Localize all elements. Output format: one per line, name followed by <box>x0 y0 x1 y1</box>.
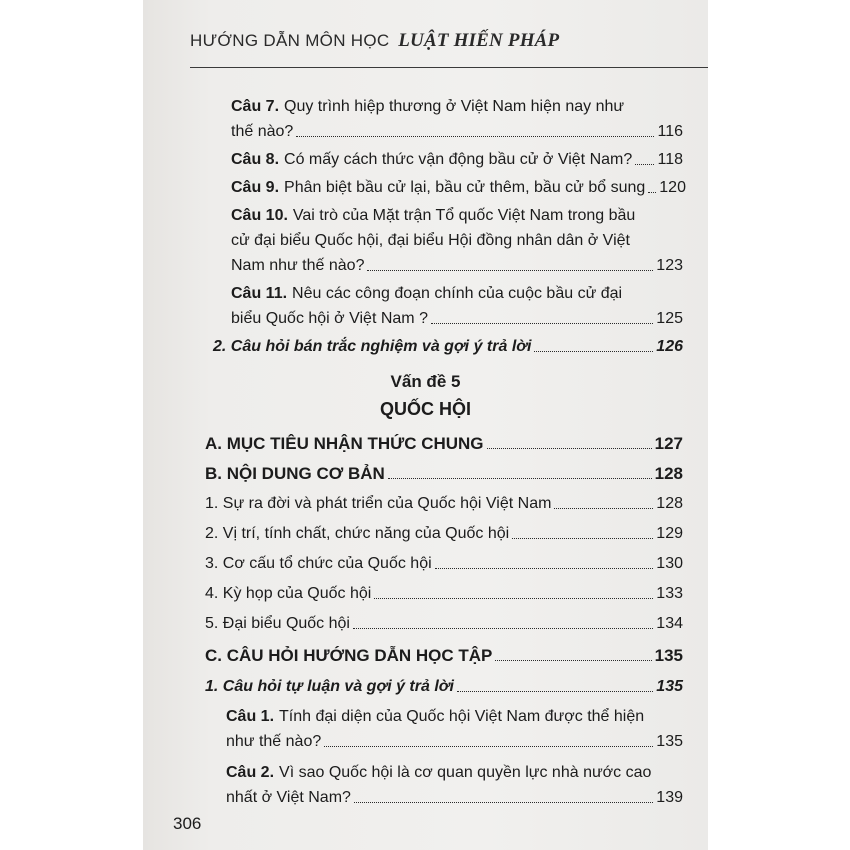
toc-section-c <box>205 641 683 667</box>
header-title: LUẬT HIẾN PHÁP <box>398 30 560 51</box>
entry-text: 2. Vị trí, tính chất, chức năng của Quốc hội <box>205 525 510 542</box>
page-ref: 128 <box>654 464 683 483</box>
dot-leader <box>388 478 652 479</box>
page-ref: 135 <box>656 733 683 750</box>
header-rule <box>190 67 708 68</box>
entry-text: Phân biệt bầu cử lại, bầu cử thêm, bầu cử bổ sung <box>284 179 646 196</box>
toc-entry-cq1-line2 <box>226 727 683 753</box>
toc-entry-cq2-line1 <box>226 758 651 784</box>
running-header <box>190 30 559 52</box>
entry-text: nhất ở Việt Nam? <box>226 789 351 806</box>
toc-entry-q8 <box>231 145 683 171</box>
toc-entry-q7-line2 <box>231 117 683 143</box>
page-ref: 120 <box>659 179 686 196</box>
entry-text: C. CÂU HỎI HƯỚNG DẪN HỌC TẬP <box>205 646 493 665</box>
entry-text: Quy trình hiệp thương ở Việt Nam hiện nay như <box>284 98 625 115</box>
page-ref: 123 <box>656 257 683 274</box>
page-ref: 133 <box>656 585 683 602</box>
entry-text: 1. Câu hỏi tự luận và gợi ý trả lời <box>205 678 454 695</box>
dot-leader <box>435 568 654 569</box>
entry-text: Nêu các công đoạn chính của cuộc bầu cử đại <box>292 285 623 302</box>
entry-label: Câu 9. <box>231 179 280 196</box>
dot-leader <box>487 448 652 449</box>
toc-entry-b4 <box>205 579 683 605</box>
toc-entry-q7-line1 <box>231 92 624 118</box>
photo-background-right <box>708 0 850 850</box>
entry-text: 1. Sự ra đời và phát triển của Quốc hội Việt Nam <box>205 495 552 512</box>
toc-entry-q10-line2 <box>231 226 630 252</box>
dot-leader <box>353 628 653 629</box>
dot-leader <box>324 746 653 747</box>
dot-leader <box>512 538 653 539</box>
toc-entry-q10-line3 <box>231 251 683 277</box>
dot-leader <box>495 660 651 661</box>
dot-leader <box>367 270 653 271</box>
entry-text: 2. Câu hỏi bán trắc nghiệm và gợi ý trả lời <box>213 338 532 355</box>
page-ref: 126 <box>656 338 683 355</box>
entry-label: Câu 1. <box>226 708 275 725</box>
entry-text: Nam như thế nào? <box>231 257 365 274</box>
entry-text: Vì sao Quốc hội là cơ quan quyền lực nhà nước cao <box>279 764 652 781</box>
toc-entry-q9 <box>231 173 686 199</box>
dot-leader <box>648 192 656 193</box>
entry-text: 3. Cơ cấu tổ chức của Quốc hội <box>205 555 432 572</box>
toc-entry-b2 <box>205 519 683 545</box>
page-number: 306 <box>173 814 202 833</box>
dot-leader <box>431 323 653 324</box>
page-ref: 130 <box>656 555 683 572</box>
dot-leader <box>354 802 653 803</box>
toc-entry-b1 <box>205 489 683 515</box>
entry-text: như thế nào? <box>226 733 322 750</box>
page-ref: 116 <box>657 123 683 140</box>
page-ref: 139 <box>656 789 683 806</box>
entry-text: Có mấy cách thức vận động bầu cử ở Việt Nam? <box>284 151 633 168</box>
chapter-title: QUỐC HỘI <box>379 399 471 419</box>
entry-label: Câu 11. <box>231 285 288 302</box>
entry-text: biểu Quốc hội ở Việt Nam ? <box>231 310 428 327</box>
dot-leader <box>554 508 653 509</box>
entry-text: B. NỘI DUNG CƠ BẢN <box>205 464 385 483</box>
entry-label: Câu 7. <box>231 98 280 115</box>
page-ref: 135 <box>654 646 683 665</box>
toc-section-a <box>205 429 683 455</box>
toc-entry-q11-line1 <box>231 279 622 305</box>
page-ref: 135 <box>656 678 683 695</box>
book-page <box>143 0 708 850</box>
page-ref: 125 <box>656 310 683 327</box>
dot-leader <box>635 164 654 165</box>
toc-entry-q10-line1 <box>231 201 635 227</box>
entry-text: Tính đại diện của Quốc hội Việt Nam được thể hiện <box>279 708 645 725</box>
entry-label: Câu 2. <box>226 764 275 781</box>
entry-label: Câu 10. <box>231 207 288 224</box>
page-ref: 127 <box>654 434 683 453</box>
chapter-number: Vấn đề 5 <box>390 372 461 391</box>
toc-entry-q11-line2 <box>231 304 683 330</box>
page-ref: 118 <box>657 151 683 168</box>
entry-text: 4. Kỳ họp của Quốc hội <box>205 585 372 602</box>
toc-section-b <box>205 459 683 485</box>
entry-text: Vai trò của Mặt trận Tổ quốc Việt Nam trong bầu <box>292 207 636 224</box>
dot-leader <box>457 691 653 692</box>
dot-leader <box>534 351 653 352</box>
page-ref: 129 <box>656 525 683 542</box>
header-subtitle: HƯỚNG DẪN MÔN HỌC <box>190 31 390 50</box>
entry-text: cử đại biểu Quốc hội, đại biểu Hội đồng nhân dân ở Việt <box>231 232 630 249</box>
toc-entry-b3 <box>205 549 683 575</box>
toc-entry-cq1-line1 <box>226 702 644 728</box>
dot-leader <box>374 598 653 599</box>
entry-text: thế nào? <box>231 123 294 140</box>
toc-section-2 <box>213 332 683 358</box>
toc-entry-b5 <box>205 609 683 635</box>
entry-text: 5. Đại biểu Quốc hội <box>205 615 350 632</box>
page-ref: 128 <box>656 495 683 512</box>
entry-label: Câu 8. <box>231 151 280 168</box>
toc-entry-cq2-line2 <box>226 783 683 809</box>
page-ref: 134 <box>656 615 683 632</box>
entry-text: A. MỤC TIÊU NHẬN THỨC CHUNG <box>205 434 484 453</box>
dot-leader <box>296 136 654 137</box>
toc-entry-c1 <box>205 672 683 698</box>
photo-background-left <box>0 0 143 850</box>
